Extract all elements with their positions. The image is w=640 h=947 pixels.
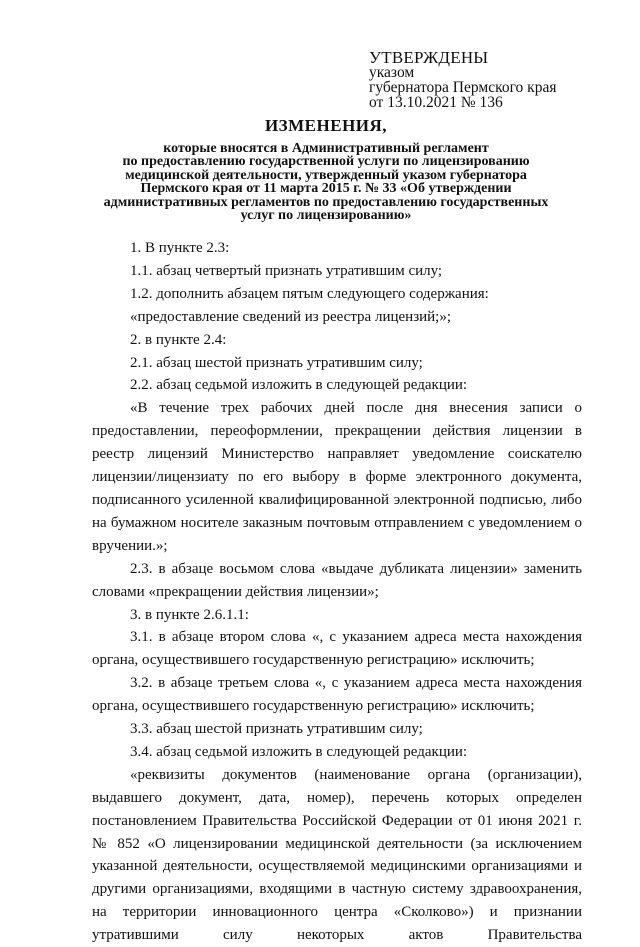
document-body	[92, 237, 582, 947]
heading-subtitle-line: Пермского края от 11 марта 2015 г. № 33 «Об утверждении	[140, 181, 512, 197]
heading-subtitle	[92, 142, 560, 222]
heading-subtitle-line: которые вносятся в Административный регламент	[163, 141, 489, 156]
approval-stamp	[369, 50, 556, 110]
paragraph-3-2: 3.2. в абзаце третьем слова «, с указанием адреса места нахождения органа, осуществившего государственную регистрацию» исключить;	[92, 675, 582, 715]
paragraph-3-4: 3.4. абзац седьмой изложить в следующей редакции:	[130, 743, 468, 760]
paragraph-2-1: 2.1. абзац шестой признать утратившим силу;	[130, 354, 423, 371]
paragraph-3-4-text: «реквизиты документов (наименование органа (организации), выдавшего документ, дата, номер), перечень которых определен постановлением Правительства Российской Федерации от 01 июня 2021 г. № 852 «О лицензировании медицинской деятельности (за исключением указанной деятельности, осуществляемой медицинскими организациями и другими организациями, входящими в частную систему здравоохранения, на территории инновационного центра «Сколково») и признании утратившими силу некоторых актов Правительства	[92, 766, 582, 944]
approved-line-date: от 13.10.2021 № 136	[369, 94, 503, 111]
paragraph-2-2: 2.2. абзац седьмой изложить в следующей редакции:	[130, 377, 468, 394]
approved-line-governor: губернатора Пермского края	[369, 79, 557, 96]
paragraph-3: 3. в пункте 2.6.1.1:	[130, 606, 249, 623]
approved-line-decree: указом	[369, 64, 415, 81]
paragraph-1-2: 1.2. дополнить абзацем пятым следующего содержания:	[130, 285, 489, 302]
paragraph-1: 1. В пункте 2.3:	[130, 240, 230, 256]
paragraph-3-1: 3.1. в абзаце втором слова «, с указанием адреса места нахождения органа, осуществившего государственную регистрацию» исключить;	[92, 629, 582, 669]
document-heading	[92, 116, 560, 222]
paragraph-2-3: 2.3. в абзаце восьмом слова «выдаче дубликата лицензии» заменить словами «прекращении действия лицензии»;	[92, 560, 582, 600]
approved-title: УТВЕРЖДЕНЫ	[369, 48, 489, 67]
paragraph-1-2-text: «предоставление сведений из реестра лицензий;»;	[130, 308, 452, 325]
heading-subtitle-line: медицинской деятельности, утвержденный указом губернатора	[125, 167, 527, 183]
paragraph-2: 2. в пункте 2.4:	[130, 331, 227, 348]
heading-title: ИЗМЕНЕНИЯ,	[264, 116, 388, 135]
heading-subtitle-line: услуг по лицензированию»	[240, 208, 412, 224]
heading-subtitle-line: по предоставлению государственной услуги по лицензированию	[122, 154, 530, 170]
paragraph-3-3: 3.3. абзац шестой признать утратившим силу;	[130, 721, 423, 738]
paragraph-1-1: 1.1. абзац четвертый признать утратившим силу;	[130, 262, 443, 279]
heading-subtitle-line: административных регламентов по предоставлению государственных	[103, 194, 549, 210]
paragraph-2-2-text: «В течение трех рабочих дней после дня внесения записи о предоставлении, переоформлении, прекращении действия лицензии в реестр лицензий Министерство направляет уведомление соискателю лицензии/лицензиату по его выбору в форме электронного документа, подписанного усиленной квалифицированной электронной подписью, либо на бумажном носителе заказным почтовым отправлением с уведомлением о вручении.»;	[92, 400, 582, 554]
